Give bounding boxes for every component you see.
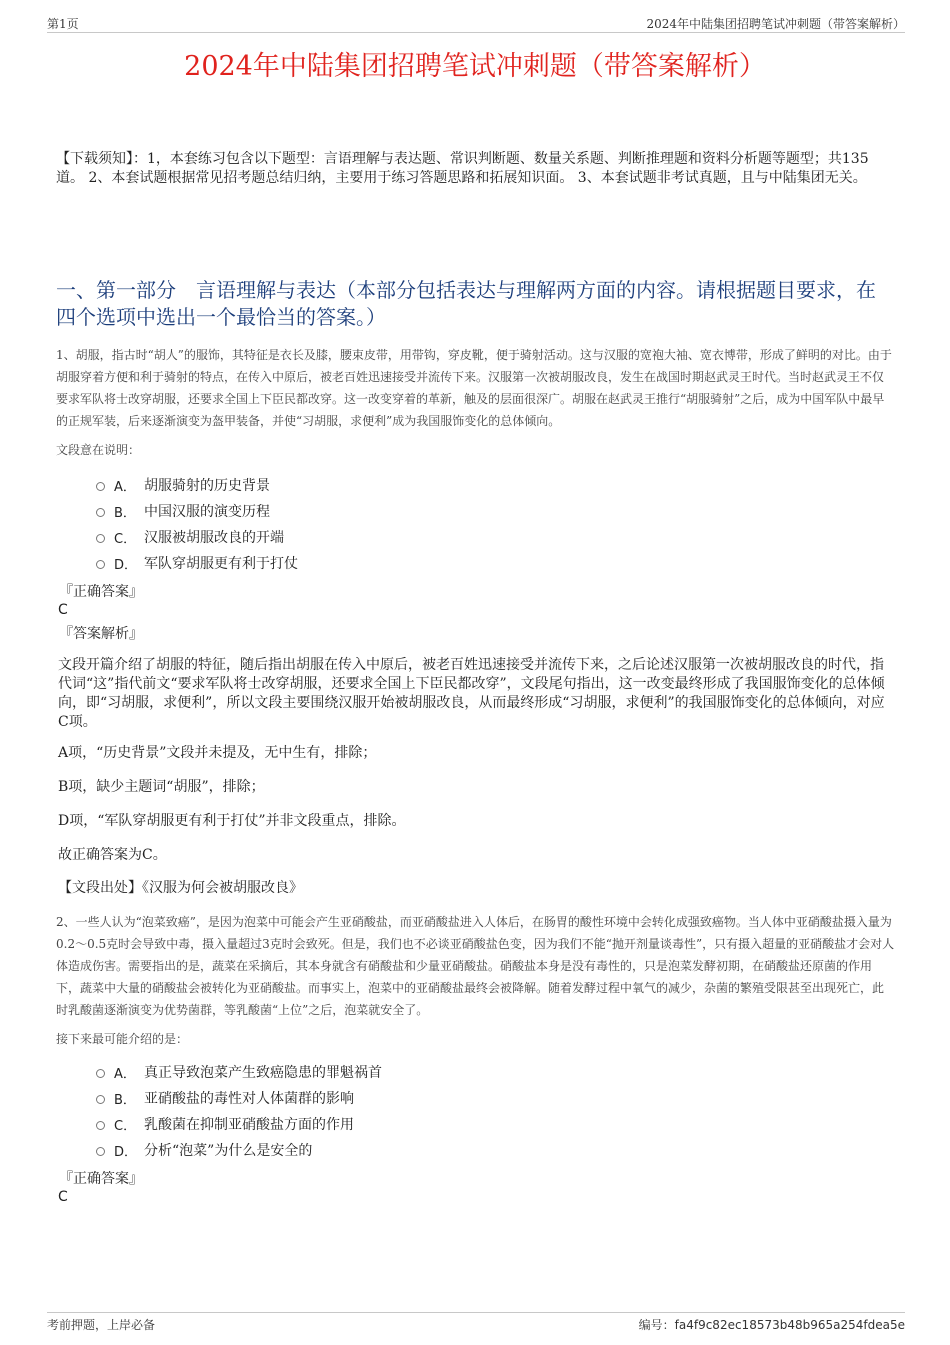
option-text: 乳酸菌在抑制亚硝酸盐方面的作用 xyxy=(144,1117,354,1133)
question-2-text: 2、一些人认为“泡菜致癌”，是因为泡菜中可能会产生亚硝酸盐，而亚硝酸盐进入人体后，在肠胃的酸性环境中会转化成强致癌物。当人体中亚硝酸盐摄入量为0.2～0.5克时会导致中毒，摄入量超过3克时会致死。但是，我们也不必谈亚硝酸盐色变，因为我们不能“抛开剂量谈毒性”，只有摄入超量的亚硝酸盐才会对人体造成伤害。需要指出的是，蔬菜在采摘后，其本身就含有硝酸盐和少量亚硝酸盐。硝酸盐本身是没有毒性的，只是泡菜发酵初期，在硝酸盐还原菌的作用下，蔬菜中大量的硝酸盐会被转化为亚硝酸盐。而事实上，泡菜中的亚硝酸盐最终会被降解。随着发酵过程中氧气的减少，杂菌的繁殖受限甚至出现死亡，此时乳酸菌逐渐演变为优势菌群，等乳酸菌“上位”之后，泡菜就安全了。 xyxy=(56,915,895,1017)
section-heading: 一、第一部分 言语理解与表达（本部分包括表达与理解两方面的内容。请根据题目要求，在四个选项中选出一个最恰当的答案。） xyxy=(56,278,876,329)
option-text: 汉服被胡服改良的开端 xyxy=(144,530,284,546)
answer-label: 『正确答案』 xyxy=(59,1171,143,1187)
option-text: 中国汉服的演变历程 xyxy=(144,504,270,520)
radio-icon[interactable] xyxy=(96,508,105,517)
code-value: fa4f9c82ec18573b48b965a254fdea5e xyxy=(674,1318,905,1332)
code-label: 编号： xyxy=(638,1318,675,1332)
option-c[interactable]: C． 乳酸菌在抑制亚硝酸盐方面的作用 xyxy=(96,1111,382,1137)
option-text: 军队穿胡服更有利于打仗 xyxy=(144,556,298,572)
elimination-d: D项，“军队穿胡服更有利于打仗”并非文段重点，排除。 xyxy=(58,813,406,829)
source-note: 【文段出处】《汉服为何会被胡服改良》 xyxy=(58,880,303,896)
document-title: 2024年中陆集团招聘笔试冲刺题（带答案解析） xyxy=(184,51,766,82)
radio-icon[interactable] xyxy=(96,560,105,569)
radio-icon[interactable] xyxy=(96,1147,105,1156)
answer-label: 『正确答案』 xyxy=(59,584,143,600)
page-header xyxy=(47,14,905,33)
option-text: 亚硝酸盐的毒性对人体菌群的影响 xyxy=(144,1091,354,1107)
page-footer xyxy=(47,1312,905,1333)
option-b[interactable]: B． 中国汉服的演变历程 xyxy=(96,498,298,524)
conclusion: 故正确答案为C。 xyxy=(58,847,167,863)
option-text: 真正导致泡菜产生致癌隐患的罪魁祸首 xyxy=(144,1065,382,1081)
option-d[interactable]: D． 军队穿胡服更有利于打仗 xyxy=(96,550,298,576)
radio-icon[interactable] xyxy=(96,1069,105,1078)
footer-code xyxy=(639,1316,905,1333)
question-2-prompt: 接下来最可能介绍的是： xyxy=(56,1032,189,1046)
question-1-prompt: 文段意在说明： xyxy=(56,443,141,457)
question-1-options xyxy=(96,472,298,576)
option-a[interactable]: A． 真正导致泡菜产生致癌隐患的罪魁祸首 xyxy=(96,1059,382,1085)
radio-icon[interactable] xyxy=(96,534,105,543)
option-a[interactable]: A． 胡服骑射的历史背景 xyxy=(96,472,298,498)
option-d[interactable]: D． 分析“泡菜”为什么是安全的 xyxy=(96,1137,382,1163)
analysis-text: 文段开篇介绍了胡服的特征，随后指出胡服在传入中原后，被老百姓迅速接受并流传下来，之后论述汉服第一次被胡服改良的时代，指代词“这”指代前文“要求军队将士改穿胡服，还要求全国上下臣民都改穿”，文段尾句指出，这一改变最终形成了我国服饰变化的总体倾向，即“习胡服，求便利”，所以文段主要围绕汉服开始被胡服改良，从而最终形成“习胡服，求便利”的我国服饰变化的总体倾向，对应C项。 xyxy=(58,657,885,730)
header-doc-title: 2024年中陆集团招聘笔试冲刺题（带答案解析） xyxy=(646,17,905,31)
question-1-text: 1、胡服，指古时“胡人”的服饰，其特征是衣长及膝，腰束皮带，用带钩，穿皮靴，便于骑射活动。这与汉服的宽袍大袖、宽衣博带，形成了鲜明的对比。由于胡服穿着方便和利于骑射的特点，在传入中原后，被老百姓迅速接受并流传下来。汉服第一次被胡服改良，发生在战国时期赵武灵王时代。当时赵武灵王不仅要求军队将士改穿胡服，还要求全国上下臣民都改穿。这一改变穿着的革新，触及的层面很深广。胡服在赵武灵王推行“胡服骑射”之后，成为中国军队中最早的正规军装，后来逐渐演变为盔甲装备，并使“习胡服，求便利”成为我国服饰变化的总体倾向。 xyxy=(56,348,892,428)
page-number: 第1页 xyxy=(47,17,79,31)
answer-value: C xyxy=(58,1189,68,1205)
elimination-b: B项，缺少主题词“胡服”，排除； xyxy=(58,779,265,795)
footer-slogan: 考前押题，上岸必备 xyxy=(47,1318,156,1332)
download-notice: 【下载须知】：1，本套练习包含以下题型：言语理解与表达题、常识判断题、数量关系题、判断推理题和资料分析题等题型；共135道。 2、本套试题根据常见招考题总结归纳，主要用于练习答题思路和拓展知识面。 3、本套试题非考试真题，且与中陆集团无关。 xyxy=(56,151,869,186)
option-c[interactable]: C． 汉服被胡服改良的开端 xyxy=(96,524,298,550)
question-2-options xyxy=(96,1059,382,1163)
option-b[interactable]: B． 亚硝酸盐的毒性对人体菌群的影响 xyxy=(96,1085,382,1111)
answer-value: C xyxy=(58,602,68,618)
radio-icon[interactable] xyxy=(96,482,105,491)
radio-icon[interactable] xyxy=(96,1121,105,1130)
option-text: 分析“泡菜”为什么是安全的 xyxy=(144,1143,313,1159)
option-text: 胡服骑射的历史背景 xyxy=(144,478,270,494)
analysis-label: 『答案解析』 xyxy=(59,626,143,642)
radio-icon[interactable] xyxy=(96,1095,105,1104)
elimination-a: A项，“历史背景”文段并未提及，无中生有，排除； xyxy=(58,745,377,761)
